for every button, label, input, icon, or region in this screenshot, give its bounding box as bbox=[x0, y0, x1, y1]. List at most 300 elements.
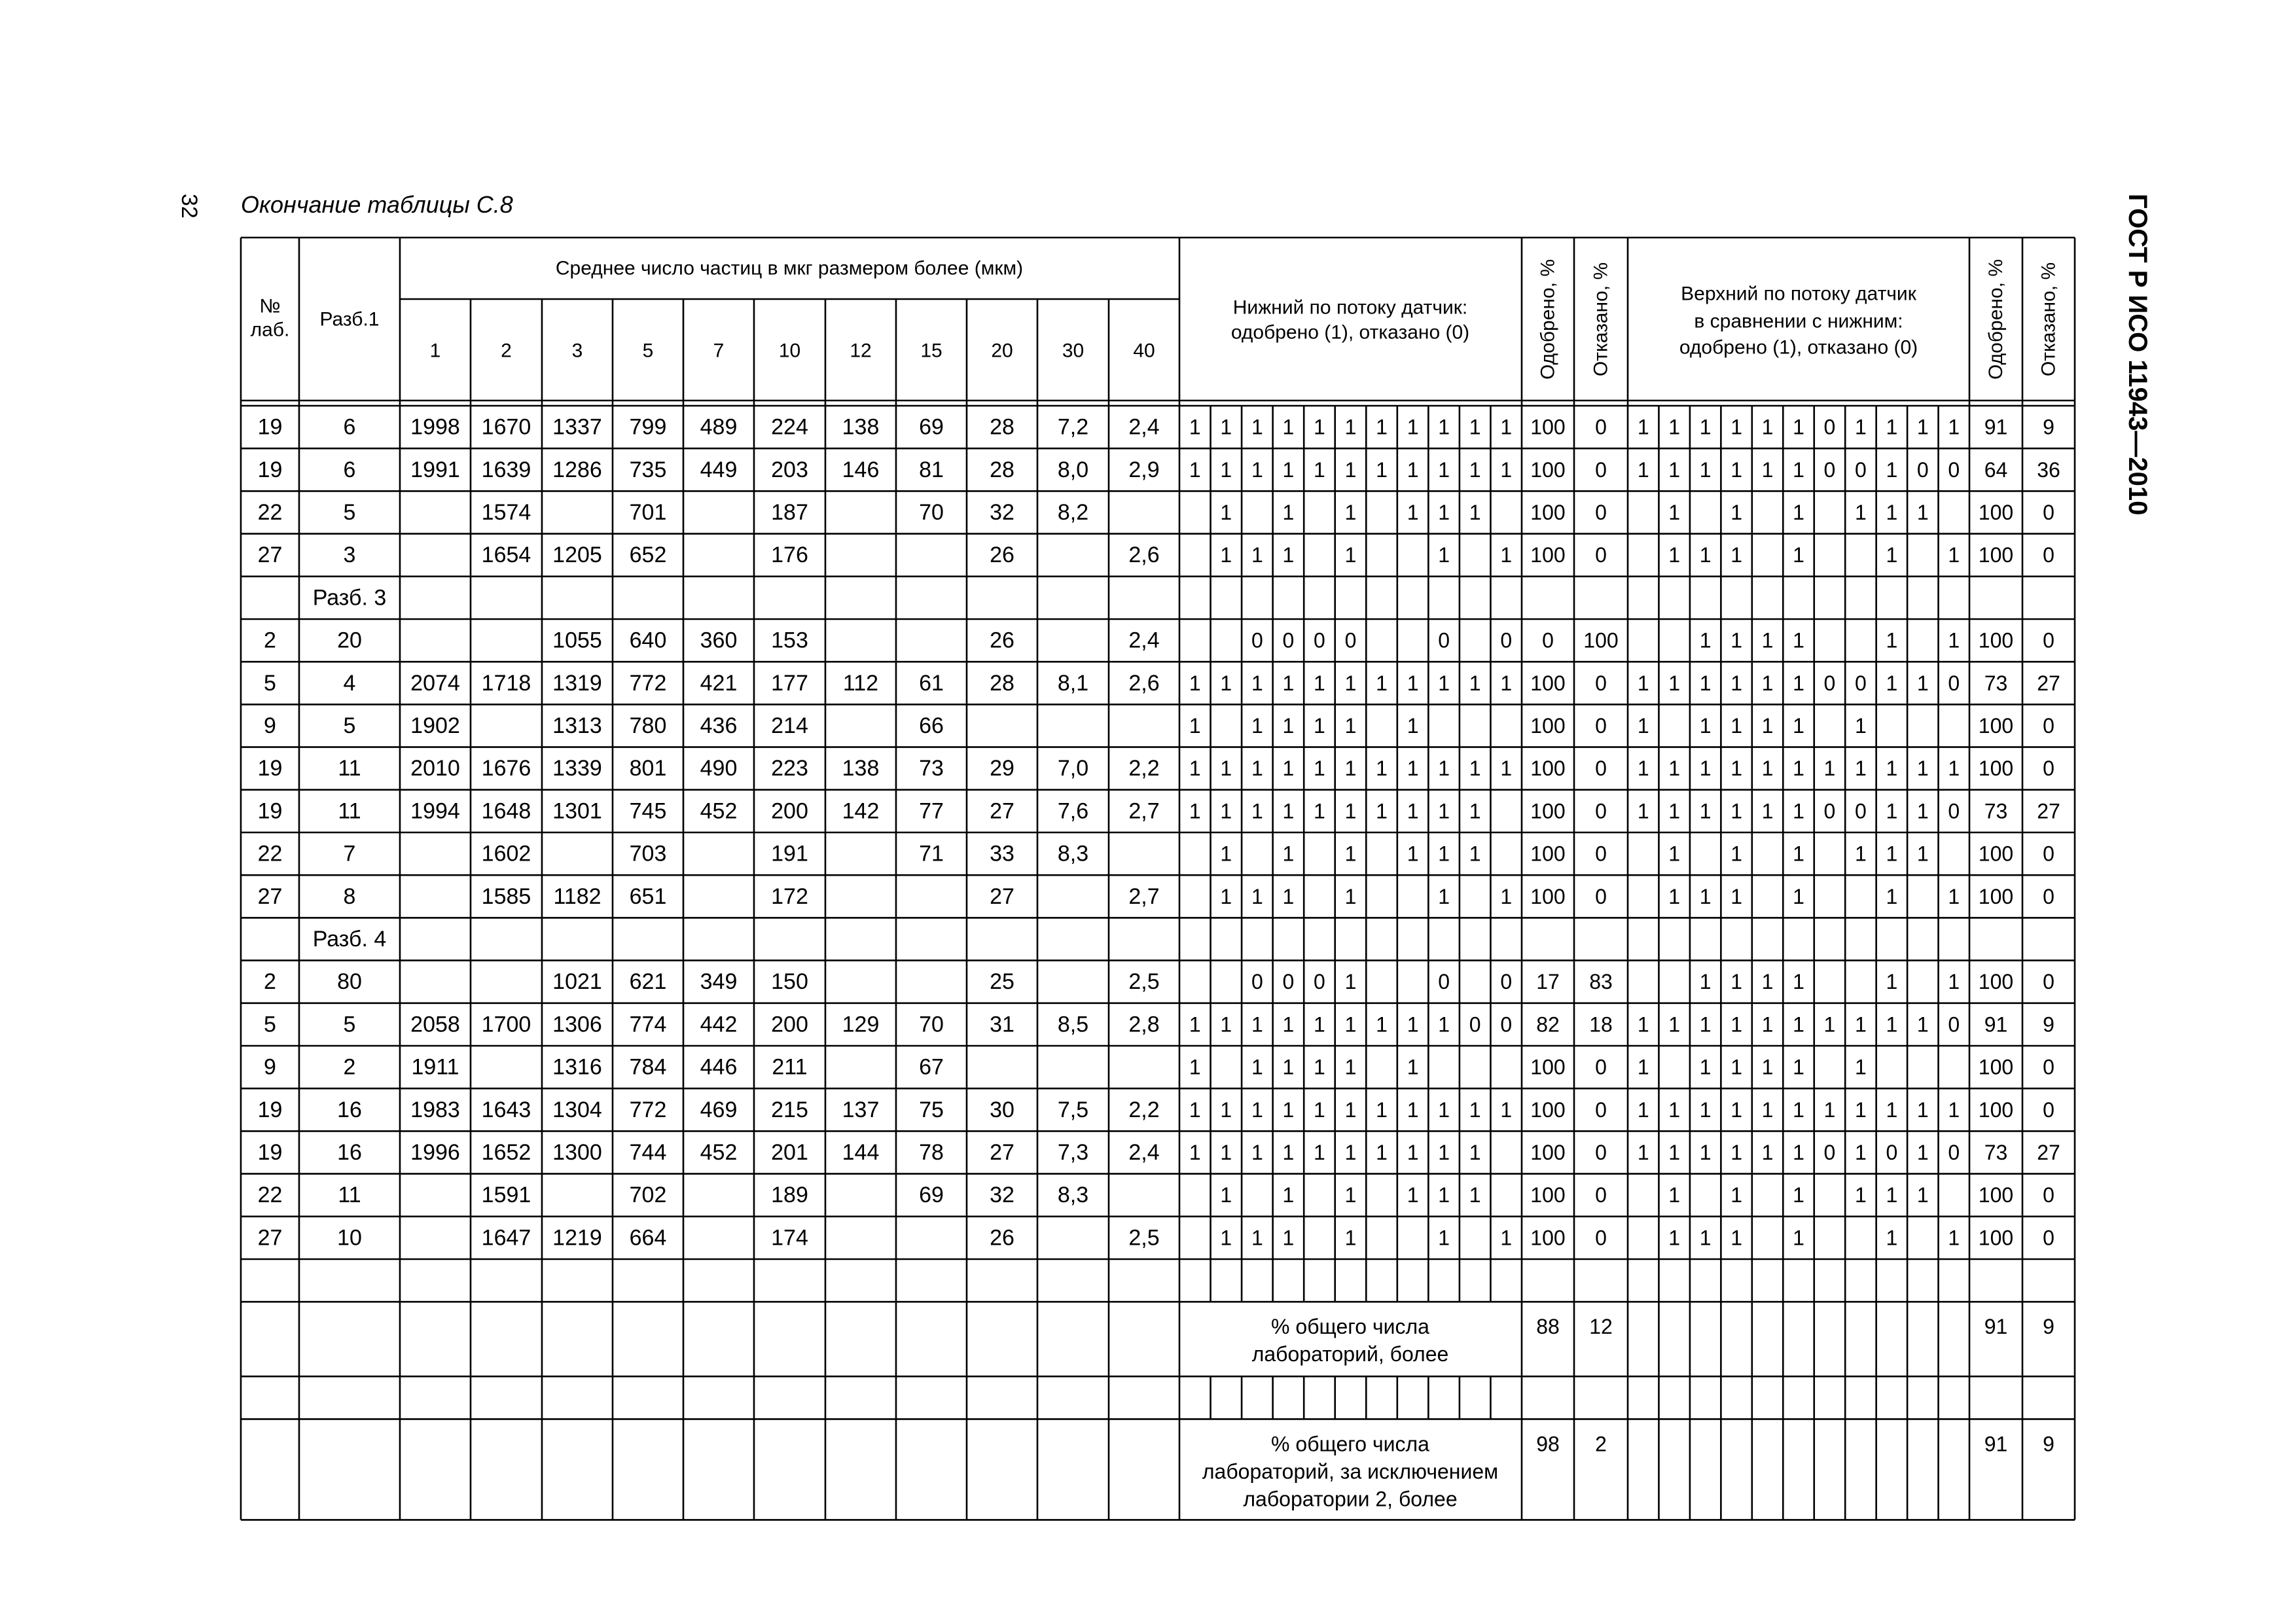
cell-upper-sensor: 1 bbox=[1699, 457, 1712, 482]
cell-mean: 640 bbox=[629, 628, 667, 653]
cell-mean: 2,8 bbox=[1128, 1012, 1160, 1037]
cell-lower-sensor: 1 bbox=[1282, 757, 1295, 781]
cell-lower-sensor: 1 bbox=[1438, 415, 1450, 439]
cell-lab: 5 bbox=[264, 1012, 276, 1037]
cell-mean: 138 bbox=[842, 756, 880, 781]
cell-lower-rejected: 0 bbox=[1595, 457, 1607, 482]
cell-dilution: 16 bbox=[337, 1140, 362, 1165]
cell-lower-sensor: 1 bbox=[1407, 1183, 1419, 1207]
cell-upper-sensor: 1 bbox=[1731, 543, 1742, 567]
cell-mean: 223 bbox=[771, 756, 808, 781]
cell-lower-rejected: 0 bbox=[1595, 842, 1607, 866]
cell-upper-sensor: 1 bbox=[1793, 970, 1804, 994]
cell-lower-approved: 100 bbox=[1530, 1097, 1566, 1122]
cell-lower-sensor: 1 bbox=[1500, 457, 1513, 482]
cell-upper-sensor: 1 bbox=[1886, 757, 1898, 781]
cell-lower-sensor: 1 bbox=[1220, 1097, 1232, 1122]
cell-lower-sensor: 1 bbox=[1189, 714, 1201, 738]
cell-lower-sensor: 1 bbox=[1469, 1097, 1481, 1122]
cell-upper-sensor: 1 bbox=[1948, 543, 1960, 567]
cell-mean: 2058 bbox=[410, 1012, 460, 1037]
summary-upper-approved: 91 bbox=[1984, 1315, 2008, 1339]
cell-mean: 1304 bbox=[552, 1097, 602, 1122]
cell-lower-sensor: 1 bbox=[1282, 884, 1295, 908]
cell-lower-sensor: 1 bbox=[1189, 1055, 1201, 1079]
cell-mean: 1316 bbox=[552, 1054, 602, 1080]
cell-upper-sensor: 0 bbox=[1948, 799, 1960, 823]
cell-mean: 1602 bbox=[481, 841, 531, 866]
cell-mean: 1998 bbox=[410, 414, 460, 440]
cell-lab: 19 bbox=[257, 756, 283, 781]
cell-upper-sensor: 1 bbox=[1731, 970, 1742, 994]
cell-lower-approved: 17 bbox=[1536, 970, 1560, 994]
cell-upper-sensor: 1 bbox=[1948, 1226, 1960, 1250]
cell-lower-sensor: 1 bbox=[1314, 799, 1325, 823]
cell-mean: 2,7 bbox=[1128, 798, 1160, 824]
cell-dilution: 11 bbox=[338, 798, 361, 824]
cell-upper-rejected: 27 bbox=[2037, 1141, 2060, 1164]
cell-dilution: 20 bbox=[337, 628, 362, 653]
cell-lab: 27 bbox=[257, 1225, 283, 1251]
cell-lower-sensor: 1 bbox=[1407, 457, 1419, 482]
cell-mean: 442 bbox=[700, 1012, 738, 1037]
cell-mean: 421 bbox=[700, 670, 738, 696]
cell-upper-sensor: 1 bbox=[1668, 457, 1681, 482]
cell-dilution: 4 bbox=[343, 670, 356, 696]
cell-upper-sensor: 1 bbox=[1886, 501, 1898, 524]
cell-upper-sensor: 1 bbox=[1916, 1012, 1929, 1037]
cell-lower-sensor: 1 bbox=[1251, 415, 1263, 439]
cell-upper-approved: 100 bbox=[1978, 970, 2014, 994]
cell-upper-sensor: 1 bbox=[1637, 799, 1649, 823]
cell-mean: 224 bbox=[771, 414, 808, 440]
cell-mean: 142 bbox=[842, 798, 880, 824]
cell-upper-sensor: 1 bbox=[1761, 415, 1774, 439]
cell-lower-sensor: 0 bbox=[1251, 970, 1263, 994]
cell-lab: 19 bbox=[257, 457, 283, 482]
cell-upper-approved: 100 bbox=[1978, 1055, 2014, 1079]
summary-upper-rejected: 9 bbox=[2043, 1432, 2054, 1456]
cell-lower-sensor: 1 bbox=[1344, 1226, 1357, 1250]
cell-upper-approved: 100 bbox=[1978, 884, 2014, 908]
cell-lower-sensor: 1 bbox=[1220, 501, 1232, 524]
cell-mean: 2074 bbox=[410, 670, 460, 696]
cell-lower-sensor: 1 bbox=[1344, 714, 1357, 738]
summary-label: % общего числа bbox=[1271, 1432, 1429, 1456]
cell-mean: 1647 bbox=[481, 1225, 531, 1251]
cell-upper-sensor: 1 bbox=[1916, 757, 1929, 781]
cell-upper-rejected: 27 bbox=[2037, 671, 2060, 695]
cell-lower-sensor: 1 bbox=[1282, 457, 1295, 482]
cell-mean: 1313 bbox=[552, 713, 602, 738]
cell-mean: 191 bbox=[771, 841, 808, 866]
cell-lower-sensor: 1 bbox=[1314, 1097, 1325, 1122]
document-code: ГОСТ Р ИСО 11943—2010 bbox=[2123, 194, 2152, 516]
cell-upper-approved: 100 bbox=[1978, 842, 2014, 866]
cell-mean: 490 bbox=[700, 756, 738, 781]
cell-upper-sensor: 0 bbox=[1823, 1141, 1836, 1164]
cell-upper-sensor: 1 bbox=[1793, 1055, 1804, 1079]
cell-upper-sensor: 1 bbox=[1886, 1183, 1898, 1207]
cell-dilution: 11 bbox=[338, 1183, 361, 1208]
cell-upper-sensor: 1 bbox=[1916, 1097, 1929, 1122]
size-header-3: 3 bbox=[571, 340, 583, 362]
cell-lower-sensor: 1 bbox=[1282, 1097, 1295, 1122]
cell-mean: 2010 bbox=[410, 756, 460, 781]
cell-upper-sensor: 1 bbox=[1668, 884, 1681, 908]
cell-upper-sensor: 1 bbox=[1823, 1097, 1836, 1122]
cell-upper-sensor: 1 bbox=[1699, 628, 1712, 652]
cell-upper-approved: 73 bbox=[1984, 1141, 2008, 1164]
cell-upper-rejected: 0 bbox=[2043, 1097, 2054, 1122]
cell-mean: 2,4 bbox=[1128, 1140, 1160, 1165]
cell-mean: 75 bbox=[919, 1097, 944, 1122]
cell-mean: 69 bbox=[919, 414, 944, 440]
cell-upper-rejected: 0 bbox=[2043, 1183, 2054, 1207]
size-header-5: 5 bbox=[642, 340, 654, 362]
cell-mean: 67 bbox=[919, 1054, 944, 1080]
cell-lower-sensor: 1 bbox=[1189, 1012, 1201, 1037]
cell-lower-sensor: 1 bbox=[1220, 671, 1232, 695]
rejected-header-lower: Отказано, % bbox=[1590, 262, 1612, 377]
cell-lower-sensor: 1 bbox=[1500, 671, 1513, 695]
cell-upper-sensor: 1 bbox=[1761, 1012, 1774, 1037]
cell-upper-sensor: 1 bbox=[1886, 415, 1898, 439]
cell-lower-rejected: 0 bbox=[1595, 714, 1607, 738]
cell-mean: 7,5 bbox=[1057, 1097, 1089, 1122]
cell-lower-sensor: 1 bbox=[1344, 799, 1357, 823]
cell-lower-sensor: 1 bbox=[1220, 757, 1232, 781]
cell-mean: 702 bbox=[629, 1183, 667, 1208]
cell-mean: 7,2 bbox=[1057, 414, 1089, 440]
cell-upper-sensor: 1 bbox=[1855, 714, 1867, 738]
cell-upper-rejected: 0 bbox=[2043, 714, 2054, 738]
dilution-header: Разб.1 bbox=[319, 308, 380, 330]
upper-sensor-header: в сравнении с нижним: bbox=[1694, 310, 1903, 332]
cell-lab: 2 bbox=[264, 628, 276, 653]
cell-upper-sensor: 1 bbox=[1855, 1012, 1867, 1037]
cell-mean: 452 bbox=[700, 1140, 738, 1165]
cell-mean: 2,4 bbox=[1128, 628, 1160, 653]
cell-mean: 8,3 bbox=[1057, 1183, 1089, 1208]
cell-mean: 176 bbox=[771, 543, 808, 568]
cell-lower-sensor: 1 bbox=[1438, 1012, 1450, 1037]
cell-upper-sensor: 0 bbox=[1855, 799, 1867, 823]
cell-upper-sensor: 1 bbox=[1637, 1055, 1649, 1079]
cell-lower-sensor: 1 bbox=[1314, 757, 1325, 781]
cell-lower-sensor: 1 bbox=[1314, 457, 1325, 482]
size-header-30: 30 bbox=[1062, 340, 1085, 362]
cell-mean: 73 bbox=[919, 756, 944, 781]
cell-upper-sensor: 1 bbox=[1793, 1141, 1804, 1164]
cell-lower-sensor: 1 bbox=[1344, 757, 1357, 781]
cell-upper-sensor: 1 bbox=[1886, 799, 1898, 823]
cell-lower-sensor: 1 bbox=[1344, 970, 1357, 994]
cell-lower-sensor: 1 bbox=[1251, 1055, 1263, 1079]
cell-mean: 1286 bbox=[552, 457, 602, 482]
cell-lower-sensor: 1 bbox=[1314, 671, 1325, 695]
cell-upper-sensor: 1 bbox=[1886, 457, 1898, 482]
cell-upper-sensor: 1 bbox=[1886, 1012, 1898, 1037]
cell-lower-sensor: 1 bbox=[1220, 415, 1232, 439]
cell-mean: 174 bbox=[771, 1225, 808, 1251]
cell-mean: 489 bbox=[700, 414, 738, 440]
cell-upper-sensor: 1 bbox=[1793, 884, 1804, 908]
cell-lower-rejected: 83 bbox=[1589, 970, 1613, 994]
cell-upper-sensor: 1 bbox=[1731, 415, 1742, 439]
cell-upper-sensor: 0 bbox=[1855, 671, 1867, 695]
cell-lower-sensor: 1 bbox=[1344, 415, 1357, 439]
summary-label: лабораторий, более bbox=[1251, 1342, 1449, 1366]
cell-mean: 8,2 bbox=[1057, 500, 1089, 525]
cell-upper-sensor: 1 bbox=[1761, 628, 1774, 652]
cell-mean: 1337 bbox=[552, 414, 602, 440]
cell-mean: 1021 bbox=[552, 969, 602, 995]
cell-mean: 2,2 bbox=[1128, 756, 1160, 781]
cell-upper-sensor: 1 bbox=[1731, 842, 1742, 866]
cell-lower-sensor: 1 bbox=[1344, 457, 1357, 482]
cell-lower-sensor: 1 bbox=[1438, 543, 1450, 567]
cell-mean: 799 bbox=[629, 414, 667, 440]
cell-lower-sensor: 1 bbox=[1469, 671, 1481, 695]
cell-mean: 745 bbox=[629, 798, 667, 824]
cell-lower-sensor: 1 bbox=[1220, 1012, 1232, 1037]
cell-lower-sensor: 0 bbox=[1251, 628, 1263, 652]
cell-upper-sensor: 1 bbox=[1668, 1097, 1681, 1122]
cell-upper-sensor: 1 bbox=[1855, 415, 1867, 439]
cell-mean: 2,4 bbox=[1128, 414, 1160, 440]
cell-mean: 436 bbox=[700, 713, 738, 738]
cell-upper-sensor: 1 bbox=[1699, 1097, 1712, 1122]
cell-lower-sensor: 1 bbox=[1282, 1141, 1295, 1164]
cell-lower-sensor: 1 bbox=[1251, 1012, 1263, 1037]
cell-upper-sensor: 1 bbox=[1793, 671, 1804, 695]
cell-lower-rejected: 0 bbox=[1595, 501, 1607, 524]
cell-lower-rejected: 0 bbox=[1595, 799, 1607, 823]
cell-mean: 1301 bbox=[552, 798, 602, 824]
section-label: Разб. 3 bbox=[312, 585, 387, 611]
cell-lower-sensor: 0 bbox=[1282, 970, 1295, 994]
cell-upper-rejected: 0 bbox=[2043, 884, 2054, 908]
cell-mean: 153 bbox=[771, 628, 808, 653]
cell-upper-rejected: 36 bbox=[2037, 457, 2060, 482]
cell-upper-sensor: 1 bbox=[1793, 714, 1804, 738]
cell-upper-sensor: 0 bbox=[1823, 457, 1836, 482]
cell-lower-sensor: 1 bbox=[1500, 415, 1513, 439]
cell-lower-sensor: 1 bbox=[1438, 501, 1450, 524]
cell-lower-sensor: 1 bbox=[1344, 1012, 1357, 1037]
cell-lower-rejected: 0 bbox=[1595, 543, 1607, 567]
cell-mean: 112 bbox=[842, 670, 879, 696]
cell-upper-sensor: 0 bbox=[1948, 1141, 1960, 1164]
cell-upper-sensor: 1 bbox=[1761, 714, 1774, 738]
cell-upper-sensor: 1 bbox=[1731, 671, 1742, 695]
cell-mean: 1205 bbox=[552, 543, 602, 568]
cell-lower-sensor: 1 bbox=[1376, 415, 1388, 439]
cell-mean: 129 bbox=[842, 1012, 880, 1037]
cell-upper-sensor: 1 bbox=[1823, 757, 1836, 781]
cell-upper-sensor: 1 bbox=[1916, 415, 1929, 439]
cell-mean: 32 bbox=[990, 1183, 1014, 1208]
cell-lower-approved: 100 bbox=[1530, 1183, 1566, 1207]
cell-upper-sensor: 1 bbox=[1731, 457, 1742, 482]
cell-lower-sensor: 1 bbox=[1189, 457, 1201, 482]
cell-lower-sensor: 1 bbox=[1407, 1055, 1419, 1079]
cell-mean: 70 bbox=[919, 1012, 944, 1037]
cell-mean: 214 bbox=[771, 713, 808, 738]
section-label: Разб. 4 bbox=[312, 927, 387, 952]
cell-lower-sensor: 1 bbox=[1282, 714, 1295, 738]
cell-mean: 146 bbox=[842, 457, 880, 482]
cell-mean: 469 bbox=[700, 1097, 738, 1122]
cell-mean: 1643 bbox=[481, 1097, 531, 1122]
cell-lower-sensor: 1 bbox=[1220, 457, 1232, 482]
cell-upper-sensor: 1 bbox=[1855, 1183, 1867, 1207]
cell-mean: 1902 bbox=[410, 713, 460, 738]
cell-mean: 772 bbox=[629, 670, 667, 696]
cell-lower-sensor: 1 bbox=[1344, 501, 1357, 524]
cell-lower-sensor: 1 bbox=[1220, 799, 1232, 823]
cell-upper-sensor: 1 bbox=[1948, 757, 1960, 781]
cell-lower-sensor: 1 bbox=[1189, 1141, 1201, 1164]
cell-mean: 7,6 bbox=[1057, 798, 1089, 824]
cell-lower-sensor: 1 bbox=[1407, 671, 1419, 695]
cell-lower-approved: 100 bbox=[1530, 884, 1566, 908]
cell-upper-sensor: 1 bbox=[1668, 1012, 1681, 1037]
cell-lower-sensor: 1 bbox=[1407, 757, 1419, 781]
summary-lower-rejected: 12 bbox=[1589, 1315, 1613, 1339]
cell-lower-approved: 100 bbox=[1530, 1226, 1566, 1250]
cell-lower-sensor: 1 bbox=[1314, 714, 1325, 738]
cell-lower-sensor: 1 bbox=[1407, 501, 1419, 524]
cell-dilution: 5 bbox=[343, 713, 356, 738]
cell-upper-sensor: 1 bbox=[1637, 1012, 1649, 1037]
cell-mean: 1676 bbox=[481, 756, 531, 781]
cell-upper-approved: 100 bbox=[1978, 757, 2014, 781]
cell-mean: 203 bbox=[771, 457, 808, 482]
cell-lower-sensor: 1 bbox=[1344, 842, 1357, 866]
cell-dilution: 8 bbox=[343, 883, 356, 909]
size-header-7: 7 bbox=[713, 340, 725, 362]
cell-lower-sensor: 1 bbox=[1438, 799, 1450, 823]
cell-mean: 1670 bbox=[481, 414, 531, 440]
cell-upper-sensor: 1 bbox=[1668, 1226, 1681, 1250]
cell-lower-sensor: 1 bbox=[1407, 714, 1419, 738]
cell-lower-sensor: 1 bbox=[1220, 884, 1232, 908]
cell-upper-sensor: 1 bbox=[1948, 884, 1960, 908]
cell-lower-sensor: 1 bbox=[1376, 671, 1388, 695]
cell-lower-approved: 100 bbox=[1530, 1141, 1566, 1164]
cell-upper-sensor: 1 bbox=[1886, 842, 1898, 866]
cell-lower-rejected: 0 bbox=[1595, 1097, 1607, 1122]
cell-dilution: 5 bbox=[343, 1012, 356, 1037]
cell-lower-sensor: 1 bbox=[1438, 1183, 1450, 1207]
size-header-15: 15 bbox=[920, 340, 942, 362]
cell-mean: 1319 bbox=[552, 670, 602, 696]
cell-mean: 1219 bbox=[552, 1225, 602, 1251]
cell-upper-sensor: 0 bbox=[1948, 1012, 1960, 1037]
cell-upper-sensor: 1 bbox=[1668, 1141, 1681, 1164]
cell-lower-sensor: 0 bbox=[1500, 1012, 1513, 1037]
cell-lower-sensor: 1 bbox=[1251, 457, 1263, 482]
cell-lower-sensor: 0 bbox=[1282, 628, 1295, 652]
cell-mean: 26 bbox=[990, 543, 1014, 568]
cell-dilution: 80 bbox=[337, 969, 362, 995]
cell-upper-rejected: 0 bbox=[2043, 970, 2054, 994]
cell-lower-sensor: 1 bbox=[1282, 842, 1295, 866]
cell-lab: 27 bbox=[257, 883, 283, 909]
cell-lab: 19 bbox=[257, 414, 283, 440]
cell-mean: 652 bbox=[629, 543, 667, 568]
cell-upper-approved: 100 bbox=[1978, 543, 2014, 567]
cell-lower-rejected: 0 bbox=[1595, 757, 1607, 781]
cell-upper-sensor: 1 bbox=[1668, 543, 1681, 567]
cell-mean: 651 bbox=[629, 883, 667, 909]
cell-mean: 7,0 bbox=[1057, 756, 1089, 781]
cell-lower-sensor: 0 bbox=[1500, 628, 1513, 652]
cell-mean: 2,6 bbox=[1128, 543, 1160, 568]
size-header-10: 10 bbox=[778, 340, 801, 362]
cell-upper-sensor: 1 bbox=[1731, 1012, 1742, 1037]
cell-upper-sensor: 1 bbox=[1699, 1141, 1712, 1164]
cell-lower-sensor: 1 bbox=[1438, 457, 1450, 482]
cell-upper-sensor: 1 bbox=[1668, 415, 1681, 439]
cell-lower-rejected: 0 bbox=[1595, 1226, 1607, 1250]
cell-lower-sensor: 1 bbox=[1438, 1097, 1450, 1122]
cell-upper-sensor: 1 bbox=[1699, 543, 1712, 567]
cell-mean: 774 bbox=[629, 1012, 667, 1037]
cell-upper-rejected: 9 bbox=[2043, 415, 2054, 439]
cell-upper-approved: 100 bbox=[1978, 1097, 2014, 1122]
cell-mean: 137 bbox=[842, 1097, 880, 1122]
cell-upper-sensor: 1 bbox=[1916, 501, 1929, 524]
summary-lower-approved: 88 bbox=[1536, 1315, 1560, 1339]
cell-lower-sensor: 0 bbox=[1469, 1012, 1481, 1037]
cell-upper-rejected: 0 bbox=[2043, 1226, 2054, 1250]
cell-lower-sensor: 1 bbox=[1189, 799, 1201, 823]
cell-upper-sensor: 1 bbox=[1793, 628, 1804, 652]
cell-upper-sensor: 1 bbox=[1761, 1097, 1774, 1122]
cell-upper-sensor: 1 bbox=[1823, 1012, 1836, 1037]
cell-upper-approved: 73 bbox=[1984, 671, 2008, 695]
cell-lower-sensor: 1 bbox=[1251, 1141, 1263, 1164]
cell-lower-sensor: 1 bbox=[1220, 1183, 1232, 1207]
cell-upper-sensor: 1 bbox=[1699, 884, 1712, 908]
cell-mean: 780 bbox=[629, 713, 667, 738]
cell-lower-rejected: 18 bbox=[1589, 1012, 1613, 1037]
cell-mean: 33 bbox=[990, 841, 1014, 866]
cell-upper-approved: 100 bbox=[1978, 628, 2014, 652]
cell-mean: 28 bbox=[990, 457, 1014, 482]
cell-mean: 189 bbox=[771, 1183, 808, 1208]
cell-mean: 1983 bbox=[410, 1097, 460, 1122]
cell-upper-approved: 91 bbox=[1984, 415, 2008, 439]
cell-upper-rejected: 0 bbox=[2043, 543, 2054, 567]
cell-upper-sensor: 1 bbox=[1855, 1055, 1867, 1079]
cell-upper-sensor: 1 bbox=[1761, 1141, 1774, 1164]
cell-upper-sensor: 0 bbox=[1823, 799, 1836, 823]
cell-mean: 29 bbox=[990, 756, 1014, 781]
cell-upper-sensor: 1 bbox=[1731, 799, 1742, 823]
cell-upper-sensor: 1 bbox=[1699, 1226, 1712, 1250]
cell-lower-sensor: 1 bbox=[1376, 1097, 1388, 1122]
cell-dilution: 3 bbox=[343, 543, 356, 568]
cell-lab: 19 bbox=[257, 798, 283, 824]
lab-no-header: № bbox=[259, 295, 281, 317]
cell-upper-sensor: 1 bbox=[1668, 1183, 1681, 1207]
cell-lower-approved: 100 bbox=[1530, 415, 1566, 439]
cell-upper-sensor: 1 bbox=[1886, 970, 1898, 994]
